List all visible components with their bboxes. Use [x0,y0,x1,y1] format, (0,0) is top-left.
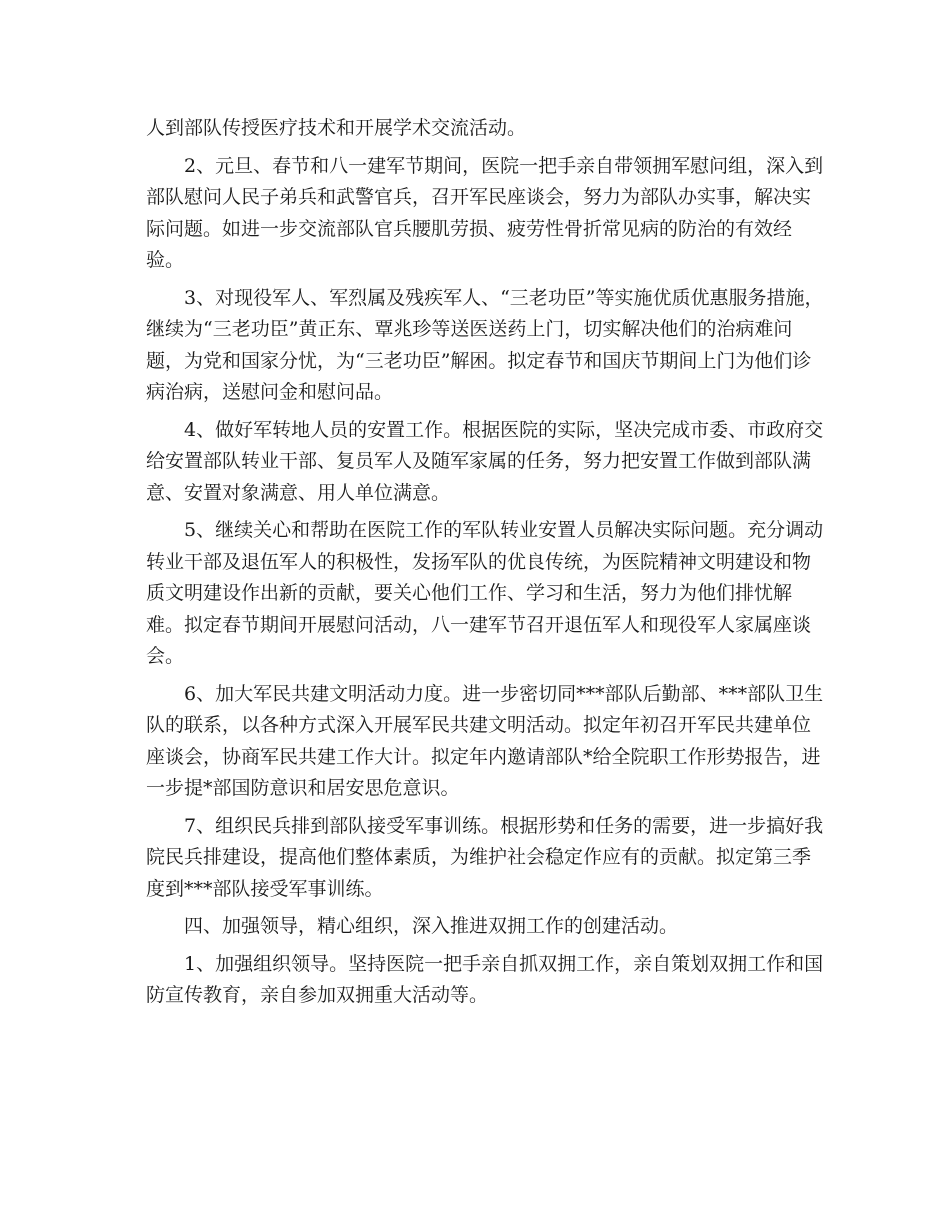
text-line: 3、对现役军人、军烈属及残疾军人、“三老功臣”等实施优质优惠服务措施， [184,286,824,309]
text-line: 会。 [146,645,185,667]
section-heading-4 [146,911,808,943]
paragraph-item-3 [146,283,824,409]
text-line: 难。拟定春节期间开展慰问活动，八一建军节召开退伍军人和现役军人家属座谈 [146,613,812,636]
text-line: 4、做好军转地人员的安置工作。根据医院的实际，坚决完成市委、市政府交 [184,418,824,441]
text-line: 人到部队传授医疗技术和开展学术交流活动。 [146,117,527,139]
paragraph-item-6 [146,679,824,805]
paragraph-item-5 [146,515,824,673]
text-line: 验。 [146,249,185,271]
text-line: 1、加强组织领导。坚持医院一把手亲自抓双拥工作，亲自策划双拥工作和国 [184,952,824,975]
text-line: 部队慰问人民子弟兵和武警官兵，召开军民座谈会，努力为部队办实事，解决实 [146,186,812,208]
paragraph-item-2 [146,151,824,277]
text-line: 5、继续关心和帮助在医院工作的军队转业安置人员解决实际问题。充分调动 [184,519,824,541]
text-line: 6、加大军民共建文明活动力度。进一步密切同***部队后勤部、***部队卫生 [184,682,824,705]
paragraph-continuation [146,113,808,145]
text-line: 四、加强领导，精心组织，深入推进双拥工作的创建活动。 [184,915,679,937]
text-line: 病治病，送慰问金和慰问品。 [146,381,394,403]
text-line: 7、组织民兵排到部队接受军事训练。根据形势和任务的需要，进一步搞好我 [184,814,824,837]
text-line: 继续为“三老功臣”黄正东、覃兆珍等送医送药上门，切实解决他们的治病难问 [146,318,793,340]
text-line: 给安置部队转业干部、复员军人及随军家属的任务，努力把安置工作做到部队满 [146,450,812,472]
paragraph-item-4 [146,415,824,510]
text-line: 际问题。如进一步交流部队官兵腰肌劳损、疲劳性骨折常见病的防治的有效经 [146,217,793,240]
text-line: 2、元旦、春节和八一建军节期间，医院一把手亲自带领拥军慰问组，深入到 [184,154,824,177]
text-line: 一步提*部国防意识和居安思危意识。 [146,777,460,799]
paragraph-section4-item-1 [146,949,824,1012]
text-line: 院民兵排建设，提高他们整体素质，为维护社会稳定作应有的贡献。拟定第三季 [146,846,812,868]
text-line: 转业干部及退伍军人的积极性，发扬军队的优良传统，为医院精神文明建设和物 [146,550,812,573]
text-line: 意、安置对象满意、用人单位满意。 [146,481,451,504]
text-line: 队的联系，以各种方式深入开展军民共建文明活动。拟定年初召开军民共建单位 [146,714,812,736]
text-line: 题，为党和国家分忧，为“三老功臣”解困。拟定春节和国庆节期间上门为他们诊 [146,349,812,372]
text-line: 质文明建设作出新的贡献，要关心他们工作、学习和生活，努力为他们排忧解 [146,582,793,604]
text-line: 防宣传教育，亲自参加双拥重大活动等。 [146,984,489,1006]
text-line: 度到***部队接受军事训练。 [146,877,384,900]
paragraph-item-7 [146,811,824,906]
text-line: 座谈会，协商军民共建工作大计。拟定年内邀请部队*给全院职工作形势报告，进 [146,745,821,768]
document-body [146,113,824,1018]
